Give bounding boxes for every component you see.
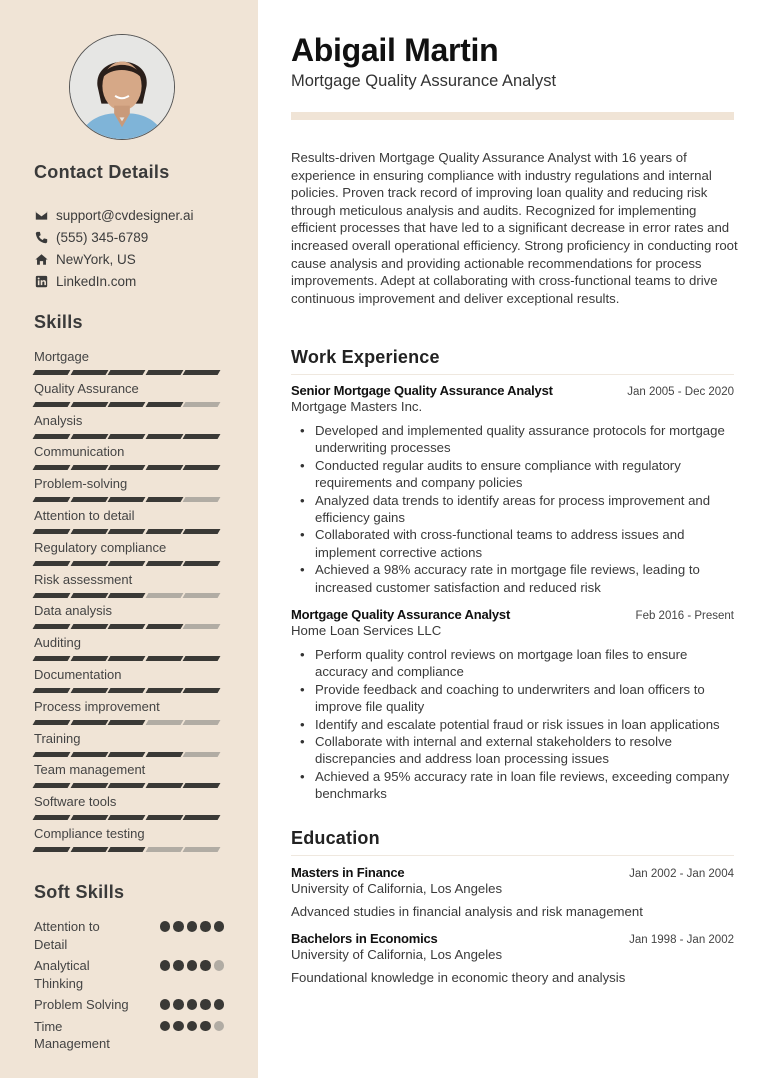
job-bullet: • Conducted regular audits to ensure compliance with regulatory requirements and company policies (291, 457, 734, 492)
level-bar-filled (108, 593, 145, 598)
level-bar-filled (108, 529, 145, 534)
skill-item (34, 380, 224, 412)
skill-level-bars (34, 434, 224, 439)
skill-item (34, 348, 224, 380)
level-bar-filled (145, 529, 182, 534)
soft-skills-heading: Soft Skills (34, 882, 125, 902)
rating-dot-filled (160, 999, 171, 1010)
soft-skill-rating (160, 918, 225, 953)
rating-dot-filled (187, 921, 198, 932)
section-divider (291, 855, 734, 856)
level-bar-filled (33, 688, 70, 693)
contact-linkedin-text: LinkedIn.com (56, 273, 137, 289)
level-bar-filled (108, 783, 145, 788)
level-bar-filled (108, 402, 145, 407)
skill-name: Risk assessment (34, 571, 133, 587)
level-bar-filled (70, 593, 107, 598)
level-bar-filled (108, 720, 145, 725)
job-entry (291, 607, 734, 803)
level-bar-filled (183, 529, 220, 534)
level-bar-filled (33, 465, 70, 470)
contact-location (34, 248, 194, 270)
header-divider (291, 112, 734, 120)
home-icon (34, 252, 48, 266)
rating-dot-empty (214, 1021, 225, 1032)
education-description: Foundational knowledge in economic theory and analysis (291, 970, 626, 985)
profile-photo-icon (70, 35, 174, 139)
skill-item (34, 412, 224, 444)
company-name: Home Loan Services LLC (291, 623, 442, 638)
job-bullet: • Analyzed data trends to identify areas for process improvement and efficiency gains (291, 492, 734, 527)
rating-dot-filled (187, 999, 198, 1010)
job-bullet: • Achieved a 98% accuracy rate in mortgage file reviews, leading to increased customer satisfaction and reduced risk (291, 561, 734, 596)
job-bullet: • Achieved a 95% accuracy rate in loan file reviews, exceeding company benchmarks (291, 768, 734, 803)
skill-level-bars (34, 529, 224, 534)
rating-dot-filled (214, 921, 225, 932)
job-bullet: • Developed and implemented quality assurance protocols for mortgage underwriting processes (291, 422, 734, 457)
contact-list (34, 204, 194, 292)
level-bar-filled (145, 434, 182, 439)
level-bar-filled (108, 847, 145, 852)
level-bar-filled (70, 402, 107, 407)
rating-dot-filled (187, 1021, 198, 1032)
level-bar-filled (33, 370, 70, 375)
level-bar-filled (70, 815, 107, 820)
level-bar-filled (145, 402, 182, 407)
job-title: Senior Mortgage Quality Assurance Analyst (291, 383, 553, 398)
skill-item (34, 666, 224, 698)
level-bar-filled (108, 497, 145, 502)
skill-name: Compliance testing (34, 825, 145, 841)
level-bar-filled (33, 529, 70, 534)
contact-linkedin[interactable] (34, 270, 194, 292)
rating-dot-filled (173, 960, 184, 971)
skill-name: Training (34, 730, 81, 746)
level-bar-filled (108, 752, 145, 757)
level-bar-filled (108, 624, 145, 629)
level-bar-filled (33, 815, 70, 820)
education-header (291, 865, 734, 880)
level-bar-filled (70, 752, 107, 757)
level-bar-filled (70, 434, 107, 439)
contact-email[interactable] (34, 204, 194, 226)
section-divider (291, 374, 734, 375)
skill-name: Process improvement (34, 698, 160, 714)
skill-item (34, 730, 224, 762)
job-bullet: • Identify and escalate potential fraud or risk issues in loan applications (291, 716, 734, 733)
level-bar-filled (33, 434, 70, 439)
skill-name: Data analysis (34, 603, 113, 619)
level-bar-empty (145, 847, 182, 852)
level-bar-filled (108, 465, 145, 470)
level-bar-filled (33, 497, 70, 502)
skill-item (34, 571, 224, 603)
sidebar (0, 0, 258, 1078)
level-bar-filled (183, 465, 220, 470)
skill-name: Attention to detail (34, 507, 135, 523)
level-bar-filled (145, 497, 182, 502)
level-bar-filled (145, 624, 182, 629)
soft-skill-rating (160, 957, 225, 992)
skill-level-bars (34, 720, 224, 725)
skill-item (34, 507, 224, 539)
level-bar-filled (70, 783, 107, 788)
skill-name: Software tools (34, 794, 117, 810)
linkedin-icon (34, 274, 48, 288)
level-bar-filled (70, 847, 107, 852)
skill-level-bars (34, 656, 224, 661)
rating-dot-filled (214, 999, 225, 1010)
job-entry (291, 383, 734, 596)
level-bar-filled (108, 434, 145, 439)
level-bar-filled (183, 783, 220, 788)
skill-name: Team management (34, 762, 146, 778)
soft-skill-rating (160, 1018, 225, 1053)
skill-item (34, 825, 224, 857)
education-heading: Education (291, 828, 380, 848)
rating-dot-filled (160, 1021, 171, 1032)
level-bar-filled (183, 561, 220, 566)
school-name: University of California, Los Angeles (291, 947, 503, 962)
level-bar-filled (145, 783, 182, 788)
skill-level-bars (34, 688, 224, 693)
job-header (291, 383, 734, 398)
rating-dot-filled (200, 960, 211, 971)
level-bar-empty (145, 593, 182, 598)
level-bar-empty (183, 720, 220, 725)
level-bar-filled (70, 656, 107, 661)
level-bar-empty (183, 752, 220, 757)
skill-item (34, 443, 224, 475)
skill-item (34, 793, 224, 825)
skill-item (34, 698, 224, 730)
level-bar-filled (70, 688, 107, 693)
soft-skill-item (34, 996, 224, 1014)
job-dates: Feb 2016 - Present (635, 610, 734, 622)
level-bar-filled (145, 815, 182, 820)
level-bar-filled (33, 752, 70, 757)
level-bar-filled (145, 752, 182, 757)
soft-skill-name: Attention to Detail (34, 919, 100, 952)
level-bar-empty (183, 593, 220, 598)
level-bar-filled (33, 561, 70, 566)
skill-name: Communication (34, 444, 125, 460)
level-bar-filled (108, 370, 145, 375)
work-experience-heading: Work Experience (291, 347, 440, 367)
level-bar-filled (108, 688, 145, 693)
school-name: University of California, Los Angeles (291, 881, 503, 896)
contact-heading: Contact Details (34, 162, 170, 182)
level-bar-filled (108, 561, 145, 566)
soft-skill-item (34, 918, 224, 953)
skill-name: Documentation (34, 666, 122, 682)
level-bar-filled (183, 434, 220, 439)
rating-dot-filled (173, 999, 184, 1010)
level-bar-filled (33, 402, 70, 407)
skill-level-bars (34, 783, 224, 788)
job-bullet: • Collaborate with internal and external stakeholders to resolve discrepancies and address loan processing issues (291, 733, 734, 768)
level-bar-filled (70, 370, 107, 375)
level-bar-filled (145, 370, 182, 375)
level-bar-filled (33, 593, 70, 598)
skill-name: Mortgage (34, 349, 89, 364)
soft-skill-name: Analytical Thinking (34, 958, 90, 991)
skill-name: Quality Assurance (34, 380, 139, 396)
degree-name: Masters in Finance (291, 865, 405, 880)
soft-skill-rating (160, 996, 225, 1014)
level-bar-filled (183, 688, 220, 693)
contact-location-text: NewYork, US (56, 251, 136, 267)
skill-level-bars (34, 497, 224, 502)
level-bar-filled (70, 497, 107, 502)
level-bar-filled (70, 624, 107, 629)
skill-item (34, 602, 224, 634)
skill-level-bars (34, 465, 224, 470)
job-dates: Jan 2005 - Dec 2020 (627, 386, 734, 398)
rating-dot-filled (200, 999, 211, 1010)
contact-email-text: support@cvdesigner.ai (56, 207, 194, 223)
skill-name: Analysis (34, 412, 83, 428)
level-bar-filled (183, 815, 220, 820)
level-bar-filled (70, 720, 107, 725)
soft-skill-name: Time Management (34, 1018, 110, 1051)
level-bar-filled (33, 624, 70, 629)
skill-level-bars (34, 624, 224, 629)
level-bar-filled (183, 656, 220, 661)
level-bar-empty (183, 497, 220, 502)
rating-dot-filled (200, 921, 211, 932)
level-bar-filled (145, 561, 182, 566)
skill-level-bars (34, 402, 224, 407)
avatar (69, 34, 175, 140)
rating-dot-filled (173, 921, 184, 932)
education-header (291, 931, 734, 946)
skill-name: Auditing (34, 635, 81, 651)
rating-dot-filled (160, 960, 171, 971)
job-bullet: • Provide feedback and coaching to underwriters and loan officers to improve file quality (291, 681, 734, 716)
job-bullets (291, 422, 734, 596)
level-bar-empty (183, 402, 220, 407)
phone-icon (34, 230, 48, 244)
skills-heading: Skills (34, 312, 83, 332)
profile-summary: Results-driven Mortgage Quality Assurance Analyst with 16 years of experience in ensuring compliance with industry regulations and internal policies. Proven track record of improving loan quality and reducing risk through meticulous analysis and audits. Recognized for implementing efficient processes that have led to a significant decrease in error rates and increased overall operational efficiency. Strong proficiency in conducting root cause analysis and providing actionable recommendations for process improvements. Adept at collaborating with cross-functional teams to drive continuous improvement and deliver exceptional results. (291, 150, 738, 306)
level-bar-filled (145, 688, 182, 693)
level-bar-filled (145, 656, 182, 661)
level-bar-filled (70, 529, 107, 534)
level-bar-empty (183, 847, 220, 852)
skill-level-bars (34, 370, 224, 375)
skill-item (34, 475, 224, 507)
job-bullets (291, 646, 734, 803)
level-bar-filled (183, 370, 220, 375)
education-dates: Jan 2002 - Jan 2004 (629, 868, 734, 880)
skill-level-bars (34, 561, 224, 566)
skill-level-bars (34, 593, 224, 598)
skill-name: Problem-solving (34, 476, 128, 492)
level-bar-filled (108, 656, 145, 661)
level-bar-filled (33, 720, 70, 725)
skill-item (34, 539, 224, 571)
skill-name: Regulatory compliance (34, 539, 167, 555)
contact-phone-text: (555) 345-6789 (56, 229, 149, 245)
skill-item (34, 761, 224, 793)
skill-level-bars (34, 815, 224, 820)
level-bar-filled (33, 656, 70, 661)
contact-phone[interactable] (34, 226, 194, 248)
skill-level-bars (34, 847, 224, 852)
company-name: Mortgage Masters Inc. (291, 399, 423, 414)
job-bullet: • Collaborated with cross-functional teams to address issues and implement corrective actions (291, 526, 734, 561)
level-bar-filled (33, 783, 70, 788)
level-bar-filled (70, 465, 107, 470)
rating-dot-filled (173, 1021, 184, 1032)
soft-skill-item (34, 1018, 224, 1053)
level-bar-filled (145, 465, 182, 470)
skills-list (34, 348, 224, 857)
job-title: Mortgage Quality Assurance Analyst (291, 607, 511, 622)
candidate-name: Abigail Martin (291, 32, 499, 68)
education-description: Advanced studies in financial analysis and risk management (291, 904, 643, 919)
rating-dot-filled (200, 1021, 211, 1032)
level-bar-empty (145, 720, 182, 725)
education-dates: Jan 1998 - Jan 2002 (629, 934, 734, 946)
skill-level-bars (34, 752, 224, 757)
rating-dot-filled (160, 921, 171, 932)
level-bar-filled (70, 561, 107, 566)
skill-item (34, 634, 224, 666)
rating-dot-filled (187, 960, 198, 971)
education-entry (291, 931, 734, 987)
job-header (291, 607, 734, 622)
level-bar-empty (183, 624, 220, 629)
rating-dot-empty (214, 960, 225, 971)
soft-skill-item (34, 957, 224, 992)
job-bullet: • Perform quality control reviews on mortgage loan files to ensure accuracy and compliance (291, 646, 734, 681)
level-bar-filled (33, 847, 70, 852)
candidate-title: Mortgage Quality Assurance Analyst (291, 72, 557, 90)
level-bar-filled (108, 815, 145, 820)
degree-name: Bachelors in Economics (291, 931, 438, 946)
soft-skills-list (34, 918, 224, 1057)
soft-skill-name: Problem Solving (34, 997, 129, 1012)
education-entry (291, 865, 734, 921)
envelope-icon (34, 208, 48, 222)
